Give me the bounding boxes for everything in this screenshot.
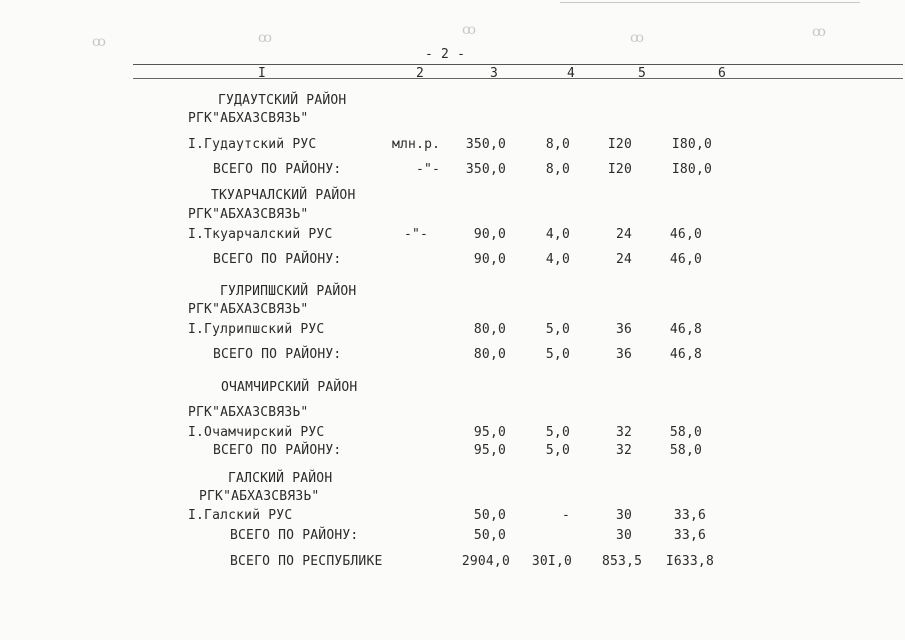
total-label: ВСЕГО ПО РАЙОНУ:: [213, 252, 342, 267]
republic-total-col5: 853,5: [602, 554, 643, 569]
total-value-col3: 80,0: [473, 347, 506, 362]
bleed-through-mark: ꝏ: [92, 34, 106, 50]
item-value-col6: 46,8: [669, 322, 702, 337]
item-value-col6: 58,0: [669, 425, 702, 440]
total-label: ВСЕГО ПО РАЙОНУ:: [213, 162, 342, 177]
total-value-col5: 30: [615, 528, 632, 543]
total-label: ВСЕГО ПО РАЙОНУ:: [213, 443, 342, 458]
district-org: РГК"АБХАЗСВЯЗЬ": [188, 207, 309, 222]
total-value-col5: 24: [615, 252, 632, 267]
total-value-col4: 8,0: [545, 162, 570, 177]
column-header-3: 3: [490, 66, 499, 81]
item-value-col3: 95,0: [473, 425, 506, 440]
bleed-through-mark: ꝏ: [812, 24, 826, 40]
total-value-col3: 50,0: [473, 528, 506, 543]
item-value-col4: 5,0: [545, 425, 570, 440]
item-value-col6: 46,0: [669, 227, 702, 242]
item-value-col6: I80,0: [671, 137, 712, 152]
total-value-col4: 4,0: [545, 252, 570, 267]
bleed-through-mark: ꝏ: [462, 22, 476, 38]
column-header-4: 4: [567, 66, 576, 81]
item-name: I.Очамчирский РУС: [188, 425, 325, 440]
item-value-col4: 8,0: [545, 137, 570, 152]
district-title: ГАЛСКИЙ РАЙОН: [228, 471, 333, 486]
bleed-through-mark: ꝏ: [258, 30, 272, 46]
item-value-col4: 5,0: [545, 322, 570, 337]
district-title: ГУДАУТСКИЙ РАЙОН: [218, 93, 347, 108]
total-value-col5: 32: [615, 443, 632, 458]
total-value-col3: 90,0: [473, 252, 506, 267]
column-header-rule: [133, 78, 903, 79]
item-value-col3: 90,0: [473, 227, 506, 242]
header-rule: [133, 64, 903, 65]
item-value-col4: 4,0: [545, 227, 570, 242]
total-value-col4: 5,0: [545, 347, 570, 362]
item-name: I.Гудаутский РУС: [188, 137, 317, 152]
total-value-col6: I80,0: [671, 162, 712, 177]
total-label: ВСЕГО ПО РАЙОНУ:: [213, 347, 342, 362]
column-header-2: 2: [416, 66, 425, 81]
republic-total-col3: 2904,0: [461, 554, 510, 569]
item-unit: -"-: [404, 227, 429, 242]
column-header-1: I: [258, 66, 267, 81]
total-unit: -"-: [416, 162, 441, 177]
republic-total-col4: 30I,0: [531, 554, 572, 569]
total-value-col5: I20: [607, 162, 632, 177]
republic-total-label: ВСЕГО ПО РЕСПУБЛИКЕ: [230, 554, 383, 569]
item-value-col5: 24: [615, 227, 632, 242]
district-title: ТКУАРЧАЛСКИЙ РАЙОН: [211, 188, 356, 203]
total-value-col3: 350,0: [465, 162, 506, 177]
item-name: I.Галский РУС: [188, 508, 293, 523]
bleed-through-mark: ꝏ: [630, 30, 644, 46]
column-header-6: 6: [718, 66, 727, 81]
district-org: РГК"АБХАЗСВЯЗЬ": [188, 111, 309, 126]
item-value-col5: I20: [607, 137, 632, 152]
total-label: ВСЕГО ПО РАЙОНУ:: [230, 528, 359, 543]
top-edge-rule: [560, 2, 860, 3]
item-value-col5: 30: [615, 508, 632, 523]
item-value-col5: 36: [615, 322, 632, 337]
total-value-col6: 46,0: [669, 252, 702, 267]
district-org: РГК"АБХАЗСВЯЗЬ": [188, 302, 309, 317]
item-value-col3: 50,0: [473, 508, 506, 523]
item-value-col3: 80,0: [473, 322, 506, 337]
item-value-col6: 33,6: [673, 508, 706, 523]
total-value-col6: 46,8: [669, 347, 702, 362]
district-org: РГК"АБХАЗСВЯЗЬ": [188, 405, 309, 420]
total-value-col3: 95,0: [473, 443, 506, 458]
item-value-col4: -: [561, 508, 570, 523]
total-value-col4: 5,0: [545, 443, 570, 458]
district-title: ГУЛРИПШСКИЙ РАЙОН: [220, 284, 357, 299]
column-header-5: 5: [638, 66, 647, 81]
district-org: РГК"АБХАЗСВЯЗЬ": [199, 489, 320, 504]
page-number: - 2 -: [425, 47, 466, 62]
total-value-col5: 36: [615, 347, 632, 362]
district-title: ОЧАМЧИРСКИЙ РАЙОН: [221, 380, 358, 395]
item-value-col3: 350,0: [465, 137, 506, 152]
republic-total-col6: I633,8: [665, 554, 714, 569]
total-value-col6: 33,6: [673, 528, 706, 543]
item-unit: млн.р.: [392, 137, 441, 152]
item-name: I.Ткуарчалский РУС: [188, 227, 333, 242]
item-name: I.Гулрипшский РУС: [188, 322, 325, 337]
item-value-col5: 32: [615, 425, 632, 440]
total-value-col6: 58,0: [669, 443, 702, 458]
